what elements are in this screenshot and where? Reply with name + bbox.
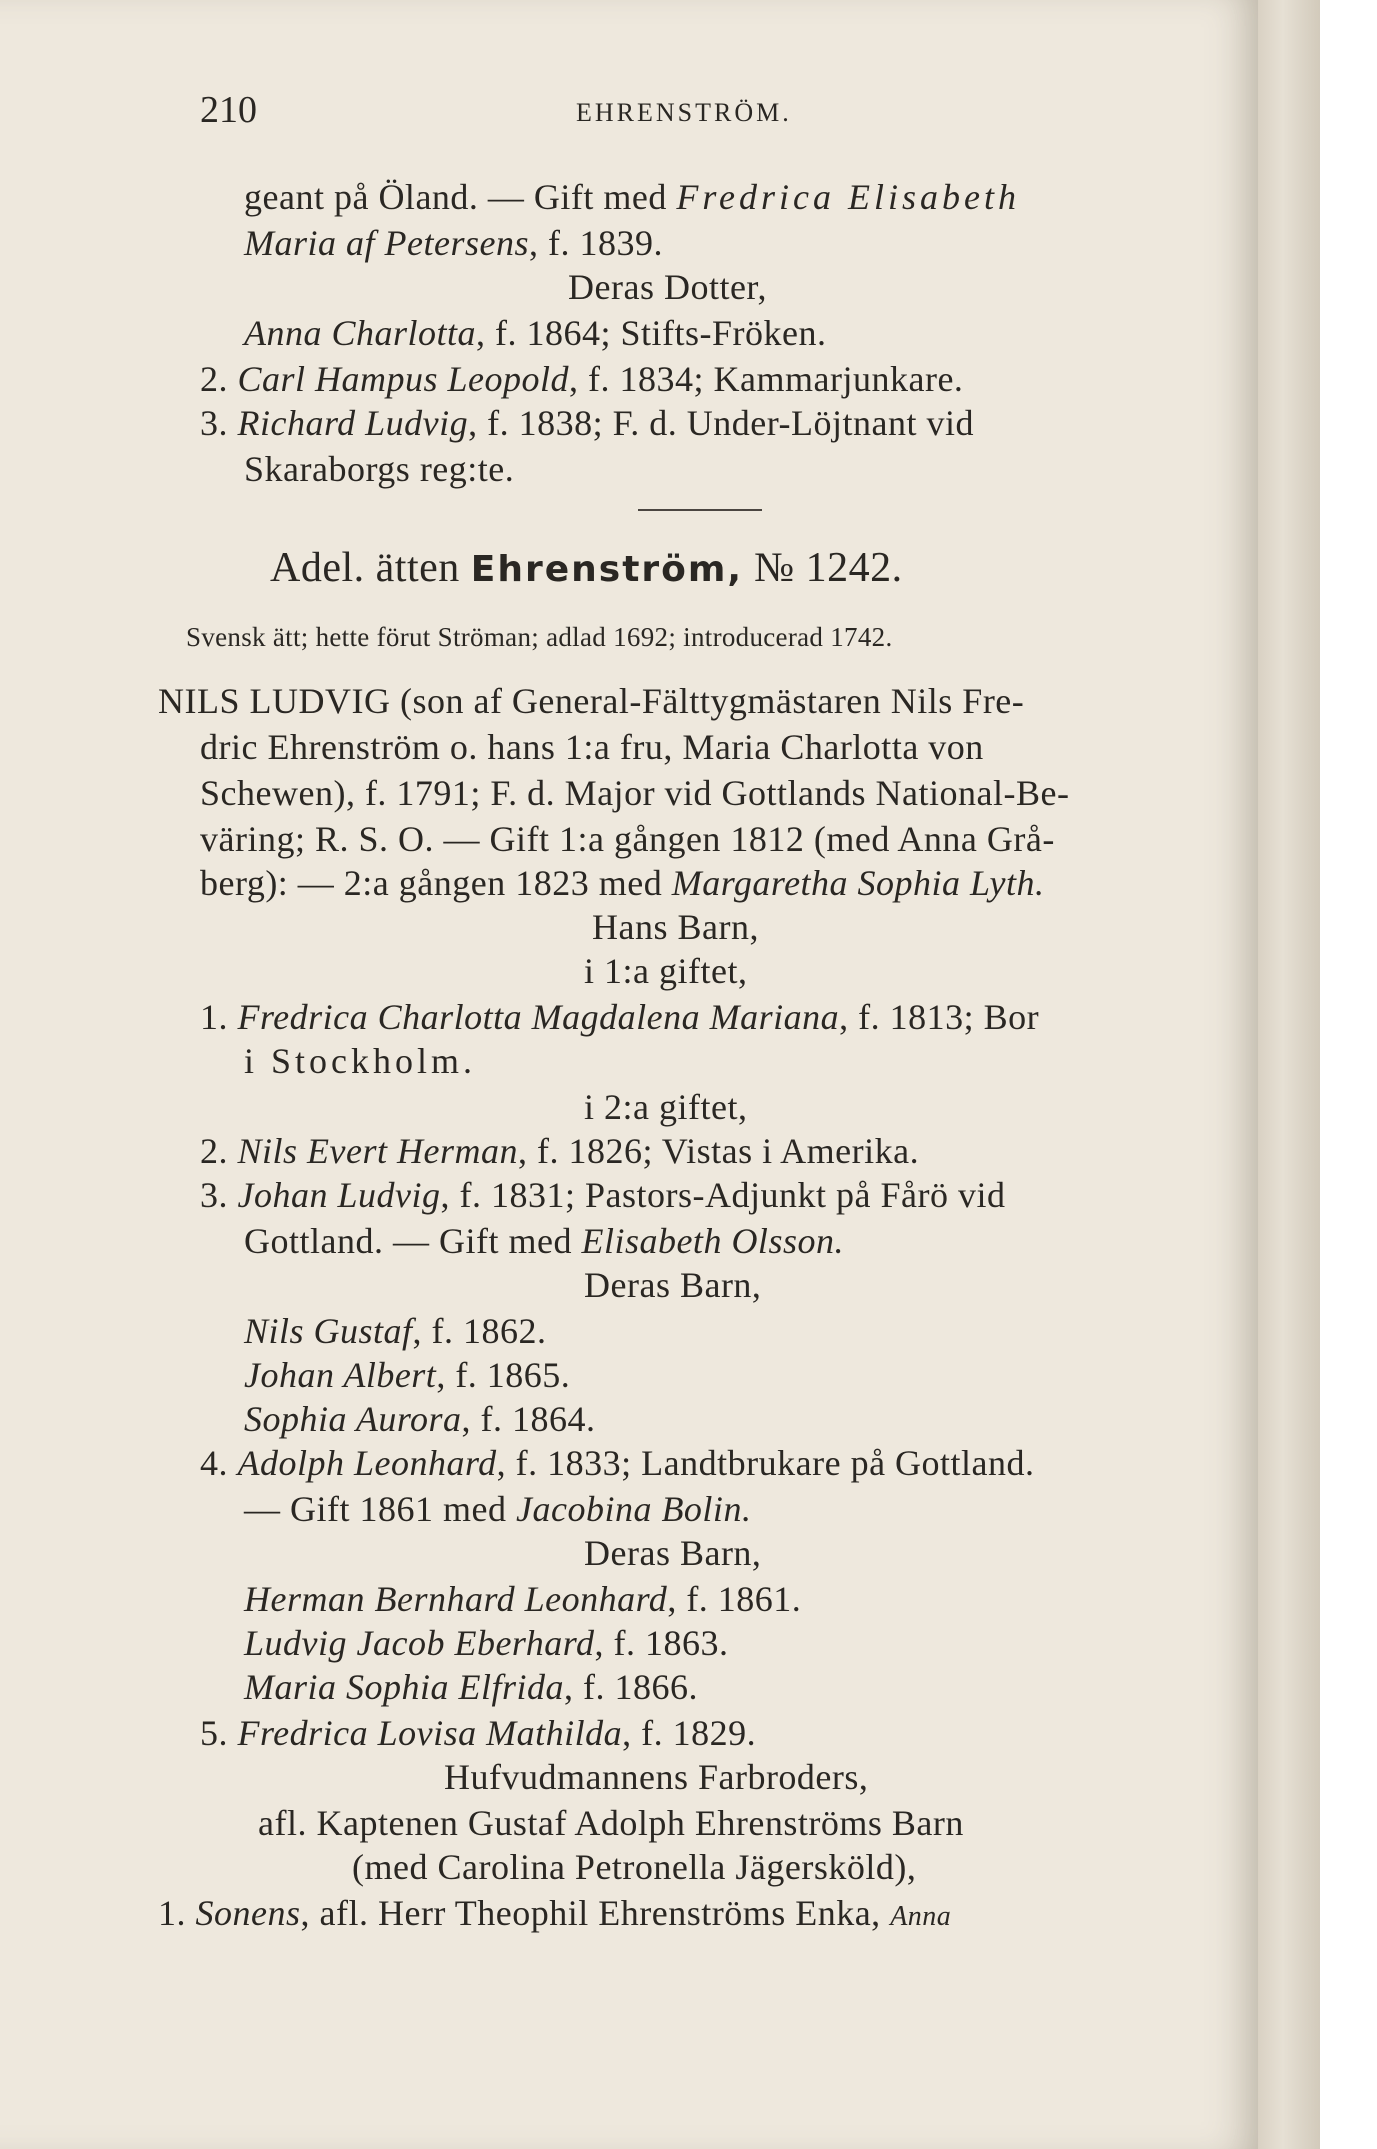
- text-line: afl. Kaptenen Gustaf Adolph Ehrenströms Barn: [258, 1803, 964, 1843]
- text-line: Skaraborgs reg:te.: [244, 449, 515, 489]
- text-line: dric Ehrenström o. hans 1:a fru, Maria Charlotta von: [200, 727, 984, 767]
- text-line: Sophia Aurora, f. 1864.: [244, 1399, 596, 1439]
- text-line: i 2:a giftet,: [584, 1087, 748, 1127]
- list-item: 3. Johan Ludvig, f. 1831; Pastors-Adjunkt på Fårö vid: [200, 1175, 1006, 1215]
- text-line: Deras Barn,: [584, 1533, 762, 1573]
- text-line: Schewen), f. 1791; F. d. Major vid Gottlands National-Be-: [200, 773, 1070, 813]
- text-line: Maria Sophia Elfrida, f. 1866.: [244, 1667, 699, 1707]
- section-divider: [638, 509, 762, 511]
- text-line: Herman Bernhard Leonhard, f. 1861.: [244, 1579, 802, 1619]
- list-item: 4. Adolph Leonhard, f. 1833; Landtbrukare på Gottland.: [200, 1443, 1035, 1483]
- list-item: 3. Richard Ludvig, f. 1838; F. d. Under-Löjtnant vid: [200, 403, 974, 443]
- text-line: berg): — 2:a gången 1823 med Margaretha Sophia Lyth.: [200, 863, 1045, 903]
- list-item: 1. Sonens, afl. Herr Theophil Ehrenströms Enka, Anna: [158, 1893, 952, 1933]
- text-line: i 1:a giftet,: [584, 951, 748, 991]
- text-line: i Stockholm.: [244, 1041, 477, 1081]
- list-item: 2. Nils Evert Herman, f. 1826; Vistas i Amerika.: [200, 1131, 920, 1171]
- text-line: Deras Barn,: [584, 1265, 762, 1305]
- text-line: Hufvudmannens Farbroders,: [444, 1757, 869, 1797]
- text-line: Nils Gustaf, f. 1862.: [244, 1311, 547, 1351]
- list-item: 5. Fredrica Lovisa Mathilda, f. 1829.: [200, 1713, 757, 1753]
- running-title: EHRENSTRÖM.: [576, 98, 792, 127]
- text-line: Gottland. — Gift med Elisabeth Olsson.: [244, 1221, 844, 1261]
- text-line: NILS LUDVIG (son af General-Fälttygmästaren Nils Fre-: [158, 681, 1025, 721]
- text-line: (med Carolina Petronella Jägersköld),: [352, 1847, 917, 1887]
- text-line: — Gift 1861 med Jacobina Bolin.: [244, 1489, 752, 1529]
- page-number: 210: [200, 89, 257, 131]
- text-line: Johan Albert, f. 1865.: [244, 1355, 571, 1395]
- text-line: geant på Öland. — Gift med Fredrica Elisabeth: [244, 177, 1021, 217]
- text-line: Hans Barn,: [592, 907, 759, 947]
- text-line: Maria af Petersens, f. 1839.: [244, 223, 663, 263]
- text-line: Ludvig Jacob Eberhard, f. 1863.: [244, 1623, 729, 1663]
- text-line: Anna Charlotta, f. 1864; Stifts-Fröken.: [244, 313, 827, 353]
- section-subtitle: Svensk ätt; hette förut Ströman; adlad 1692; introducerad 1742.: [186, 622, 893, 652]
- text-line: Deras Dotter,: [568, 267, 767, 307]
- list-item: 2. Carl Hampus Leopold, f. 1834; Kammarjunkare.: [200, 359, 964, 399]
- list-item: 1. Fredrica Charlotta Magdalena Mariana, f. 1813; Bor: [200, 997, 1040, 1037]
- text-line: väring; R. S. O. — Gift 1:a gången 1812 (med Anna Grå-: [200, 819, 1055, 859]
- page-margin: [1320, 0, 1377, 2149]
- section-heading: Adel. ätten Ehrenström, № 1242.: [270, 545, 903, 591]
- page-edge: [1258, 0, 1320, 2149]
